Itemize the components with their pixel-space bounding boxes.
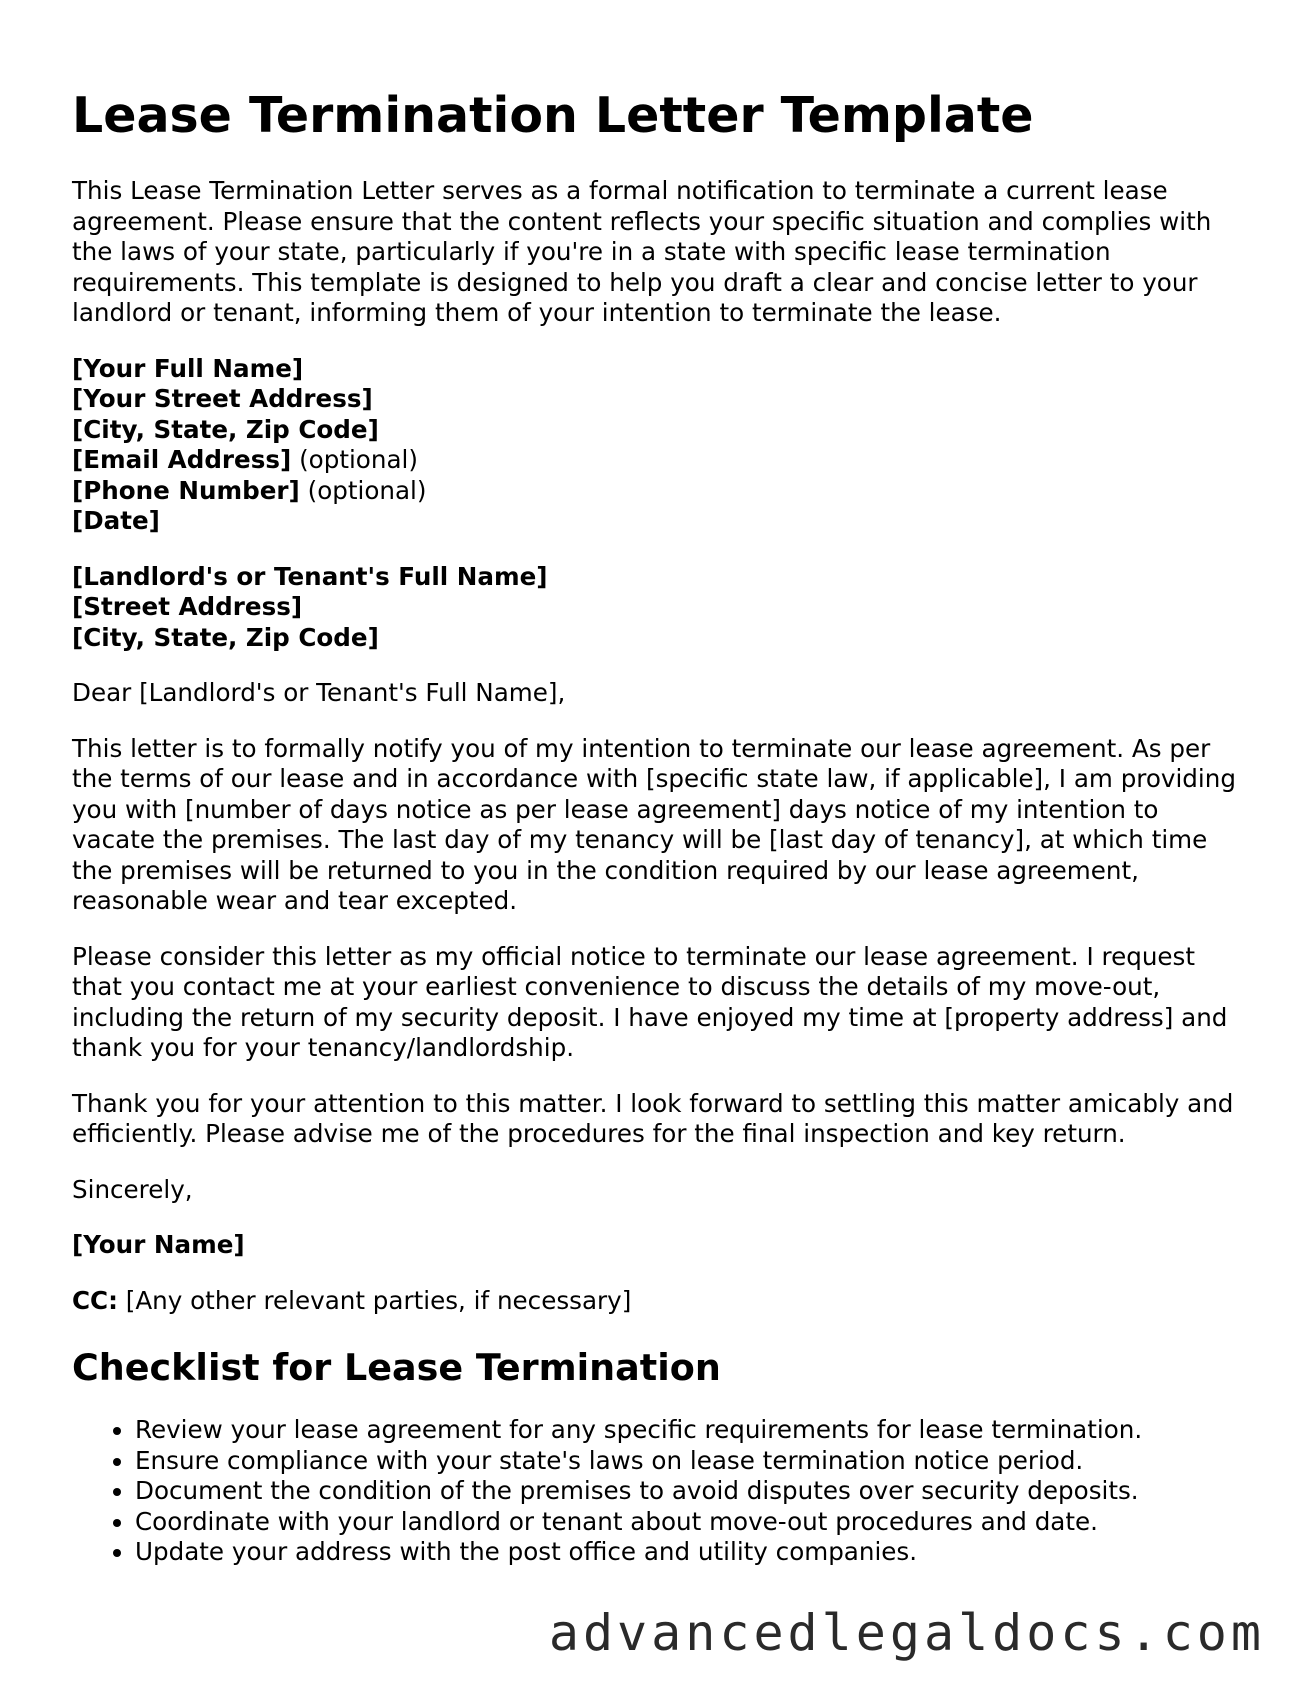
document-page: [72, 86, 1242, 1568]
sender-email-note: (optional): [291, 445, 418, 474]
closing: Sincerely,: [72, 1174, 193, 1204]
recipient-full-name: [Landlord's or Tenant's Full Name]: [72, 561, 548, 591]
sender-city: [City, State, Zip Code]: [72, 414, 379, 444]
sender-email: [Email Address]: [72, 445, 292, 474]
sender-street: [Your Street Address]: [72, 384, 373, 413]
document-title: Lease Termination Letter Template: [72, 87, 1034, 144]
body-paragraph-3: Thank you for your attention to this matter. I look forward to settling this matter amicably and efficiently. Please advise me of the procedures for the final inspection and key return.: [72, 1088, 1234, 1148]
sender-address-block: [72, 354, 1242, 537]
checklist-item: • Update your address with the post office and utility companies.: [135, 1537, 1242, 1568]
sender-phone: [Phone Number]: [72, 475, 300, 505]
cc-line: [72, 1286, 1242, 1317]
checklist-item: • Document the condition of the premises to avoid disputes over security deposits.: [135, 1476, 1242, 1507]
body-paragraph-2: Please consider this letter as my official notice to terminate our lease agreement. I request that you contact me at your earliest convenience to discuss the details of my move-out, including the return of my security deposit. I have enjoyed my time at [property address] and thank you for your tenancy/landlordship.: [72, 941, 1228, 1062]
recipient-city: [City, State, Zip Code]: [72, 622, 379, 652]
checklist-item: • Ensure compliance with your state's laws on lease termination notice period.: [135, 1446, 1242, 1477]
checklist-item: • Review your lease agreement for any specific requirements for lease termination.: [135, 1415, 1242, 1446]
checklist-heading: Checklist for Lease Termination: [72, 1346, 721, 1389]
cc-label: CC:: [72, 1285, 118, 1315]
recipient-street: [Street Address]: [72, 592, 303, 621]
cc-value: [Any other relevant parties, if necessary]: [117, 1285, 632, 1315]
signature-line: [72, 1230, 1242, 1261]
sender-full-name: [Your Full Name]: [72, 353, 304, 383]
sender-date: [Date]: [72, 506, 160, 535]
body-paragraph-1: This letter is to formally notify you of my intention to terminate our lease agreement. As per the terms of our lease and in accordance with [specific state law, if applicable], I am providing you with [number of days notice as per lease agreement] days notice of my intention to vacate the premises. The last day of my tenancy will be [last day of tenancy], at which time the premises will be returned to you in the condition required by our lease agreement, reasonable wear and tear excepted.: [72, 733, 1236, 915]
sender-phone-note: (optional): [299, 475, 427, 505]
recipient-address-block: [72, 562, 1242, 654]
checklist-item: • Coordinate with your landlord or tenant about move-out procedures and date.: [135, 1507, 1242, 1538]
watermark-text: advancedlegaldocs.com: [548, 1604, 1265, 1662]
signature-name: [Your Name]: [72, 1230, 245, 1259]
checklist-list: [72, 1415, 1242, 1568]
intro-paragraph: This Lease Termination Letter serves as a formal notification to terminate a current lease agreement. Please ensure that the content reflects your specific situation and complies with the laws of your state, particularly if you're in a state with specific lease termination requirements. This template is designed to help you draft a clear and concise letter to your landlord or tenant, informing them of your intention to terminate the lease.: [72, 176, 1212, 327]
salutation: Dear [Landlord's or Tenant's Full Name],: [72, 678, 566, 707]
